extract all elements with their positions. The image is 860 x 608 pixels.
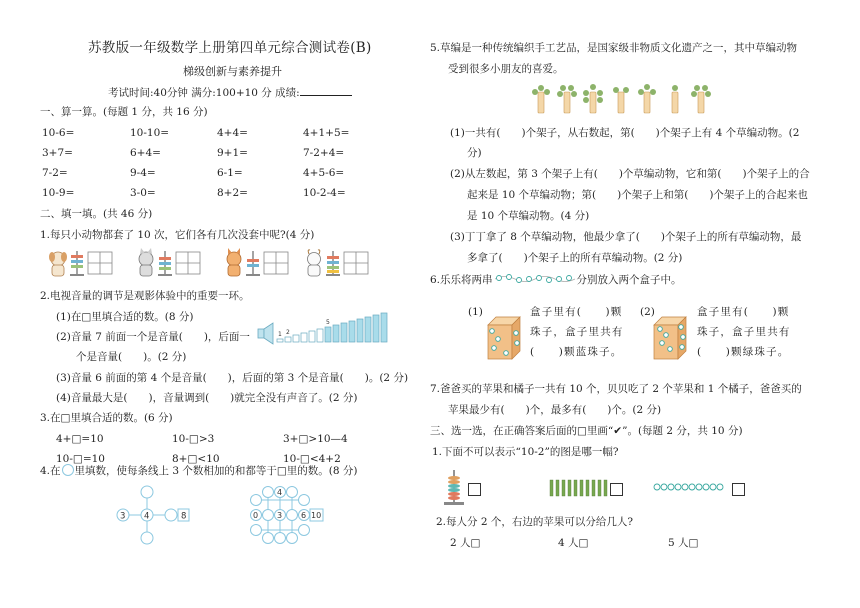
section2-heading: 二、填一填。(共 46 分) [40, 208, 153, 220]
q4-text [40, 464, 358, 478]
box1-beads-illustration [484, 313, 524, 363]
choice-b-checkbox[interactable] [610, 483, 623, 496]
goat-icon [308, 250, 321, 276]
speaker-icon [258, 323, 273, 344]
calc-item: 6-1= [217, 167, 243, 179]
calc-item: 4+5-6= [303, 167, 345, 179]
puzzle-number: 4 [144, 511, 150, 522]
q7-text-b: 苹果最少有( )个，最多有( )个。(2 分) [448, 404, 662, 416]
calc-item: 10-10= [130, 127, 170, 139]
box1-text-line: 珠子，盒子里共有 [530, 326, 624, 338]
volume-label: 1 [278, 331, 282, 338]
calc-item: 4+1+5= [303, 127, 350, 139]
abacus-icon [440, 468, 470, 508]
q1-text: 1.每只小动物都套了 10 次，它们各有几次没套中呢?(4 分) [40, 229, 315, 241]
q5-1-text-a: (1)一共有( )个架子，从右数起，第( )个架子上有 4 个草编动物。(2 [450, 127, 800, 139]
q3-item: 10-□<4+2 [283, 453, 341, 465]
peg-icon [158, 251, 172, 276]
calc-item: 9-4= [130, 167, 156, 179]
volume-label: 5 [326, 319, 330, 326]
rack-icon [532, 85, 550, 113]
box2-text-line: 珠子，盒子里共有 [697, 326, 791, 338]
calc-item: 8+2= [217, 187, 248, 199]
q5-2-text-b: 起来是 10 个草编动物；第( )个架子上和第( )个架子上的合起来也 [467, 189, 808, 201]
box2-text-line: 盒子里有( )颗 [697, 306, 790, 318]
rack-icon [691, 85, 711, 113]
page-title: 苏教版一年级数学上册第四单元综合测试卷(B) [88, 40, 372, 56]
s3q2-text: 2.每人分 2 个，右边的苹果可以分给几人? [436, 516, 634, 528]
tally-table [264, 252, 288, 274]
fox-icon [227, 248, 241, 276]
q4-text-a: 4.在 [40, 465, 61, 477]
box2-text-line: ( )颗绿珠子。 [697, 346, 790, 358]
q3-item: 10-□>3 [172, 433, 215, 445]
q3-item: 8+□<10 [172, 453, 220, 465]
q2-4-text: (4)音量最大是( )，音量调到( )就完全没有声音了。(2 分) [56, 392, 358, 404]
s3q2-option[interactable]: 2 人□ [450, 537, 481, 549]
puzzle-number: 3 [277, 511, 283, 520]
rack-icon [672, 85, 678, 113]
sticks-icon [548, 478, 610, 498]
q5-text-b: 受到很多小朋友的喜爱。 [448, 63, 564, 75]
volume-label: 2 [286, 329, 290, 336]
page-subtitle: 梯级创新与素养提升 [183, 65, 282, 78]
kitten-icon [139, 248, 153, 276]
box2-beads-illustration [650, 313, 690, 363]
box1-text-line: 盒子里有( )颗 [530, 306, 623, 318]
calc-item: 7-2+4= [303, 147, 345, 159]
box2-label: (2) [640, 306, 655, 318]
score-blank [300, 85, 352, 96]
q5-2-text-a: (2)从左数起，第 3 个架子上有( )个草编动物，它和第( )个架子上的合 [450, 168, 810, 180]
box1-label: (1) [468, 306, 483, 318]
straw-animal-racks [528, 84, 718, 114]
bead-string-icon [493, 273, 577, 285]
puzzle-number: 3 [120, 511, 126, 522]
peg-icon [70, 251, 84, 276]
q5-3-text-b: 多拿了( )个架子上的所有草编动物。(2 分) [467, 252, 683, 264]
calc-item: 9+1= [217, 147, 248, 159]
peg-icon [246, 251, 260, 276]
s3q1-text: 1.下面不可以表示“10-2”的图是哪一幅? [432, 446, 619, 458]
q2-3-text: (3)音量 6 前面的第 4 个是音量( )，后面的第 3 个是音量( )。(2 分) [56, 372, 409, 384]
tally-table [88, 252, 112, 274]
box1-text-line: ( )颗蓝珠子。 [530, 346, 623, 358]
q6-text-a: 6.乐乐将两串 [430, 274, 493, 286]
number-puzzle-grid [248, 484, 328, 546]
exam-meta-text: 考试时间:40分钟 满分:100+10 分 成绩: [108, 87, 300, 99]
section1-heading: 一、算一算。(每题 1 分，共 16 分) [40, 106, 208, 118]
choice-a-checkbox[interactable] [468, 483, 481, 496]
calc-item: 4+4= [217, 127, 248, 139]
q4-text-b: 里填数，使每条线上 3 个数相加的和都等于□里的数。(8 分) [74, 465, 358, 477]
bead-row-icon [652, 481, 728, 493]
q6-text-b: 分别放入两个盒子中。 [576, 274, 682, 286]
choice-c-checkbox[interactable] [732, 483, 745, 496]
puzzle-target: 8 [181, 511, 187, 522]
section3-heading: 三、选一选，在正确答案后面的□里画“✔”。(每题 2 分，共 10 分) [430, 425, 743, 437]
q5-1-text-b: 分) [467, 147, 482, 159]
q3-item: 3+□>10—4 [283, 433, 348, 445]
q5-2-text-c: 是 10 个草编动物。(4 分) [467, 210, 590, 222]
tally-table [176, 252, 200, 274]
number-puzzle-cross [115, 484, 195, 546]
s3q2-option[interactable]: 5 人□ [668, 537, 699, 549]
q6-text [430, 273, 682, 287]
calc-item: 3-0= [130, 187, 156, 199]
q3-text: 3.在□里填合适的数。(6 分) [40, 412, 173, 424]
calc-item: 10-6= [42, 127, 75, 139]
rack-icon [613, 87, 629, 113]
rack-icon [583, 84, 603, 113]
volume-bar-illustration [255, 310, 395, 346]
q3-item: 4+□=10 [56, 433, 104, 445]
q7-text-a: 7.爸爸买的苹果和橘子一共有 10 个，贝贝吃了 2 个苹果和 1 个橘子，爸爸买的 [430, 383, 802, 395]
q2-1-text: (1)在□里填合适的数。(8 分) [56, 311, 194, 323]
s3q2-option[interactable]: 4 人□ [558, 537, 589, 549]
rack-icon [557, 85, 577, 113]
calc-item: 7-2= [42, 167, 68, 179]
exam-meta [108, 85, 352, 100]
q2-text: 2.电视音量的调节是观影体验中的重要一环。 [40, 290, 250, 302]
puzzle-number: 6 [301, 511, 307, 520]
puppy-icon [49, 252, 67, 276]
rack-icon [638, 84, 656, 113]
puzzle-number: 4 [277, 488, 283, 497]
q2-2b-text: 个是音量( )。(2 分) [76, 351, 187, 363]
q5-3-text-a: (3)丁丁拿了 8 个草编动物，他最少拿了( )个架子上的所有草编动物，最 [450, 231, 802, 243]
puzzle-number: 0 [253, 511, 259, 520]
peg-icon [326, 251, 340, 276]
q2-2a-text: (2)音量 7 前面一个是音量( )，后面一 [56, 331, 250, 343]
calc-item: 10-9= [42, 187, 75, 199]
puzzle-target: 10 [311, 511, 322, 520]
calc-item: 3+7= [42, 147, 73, 159]
q3-item: 10-□=10 [56, 453, 105, 465]
calc-item: 6+4= [130, 147, 161, 159]
calc-item: 10-2-4= [303, 187, 346, 199]
tally-table [344, 252, 368, 274]
ring-toss-illustration [44, 247, 374, 279]
circle-icon [61, 464, 75, 476]
q5-text-a: 5.草编是一种传统编织手工艺品，是国家级非物质文化遗产之一，其中草编动物 [430, 42, 798, 54]
